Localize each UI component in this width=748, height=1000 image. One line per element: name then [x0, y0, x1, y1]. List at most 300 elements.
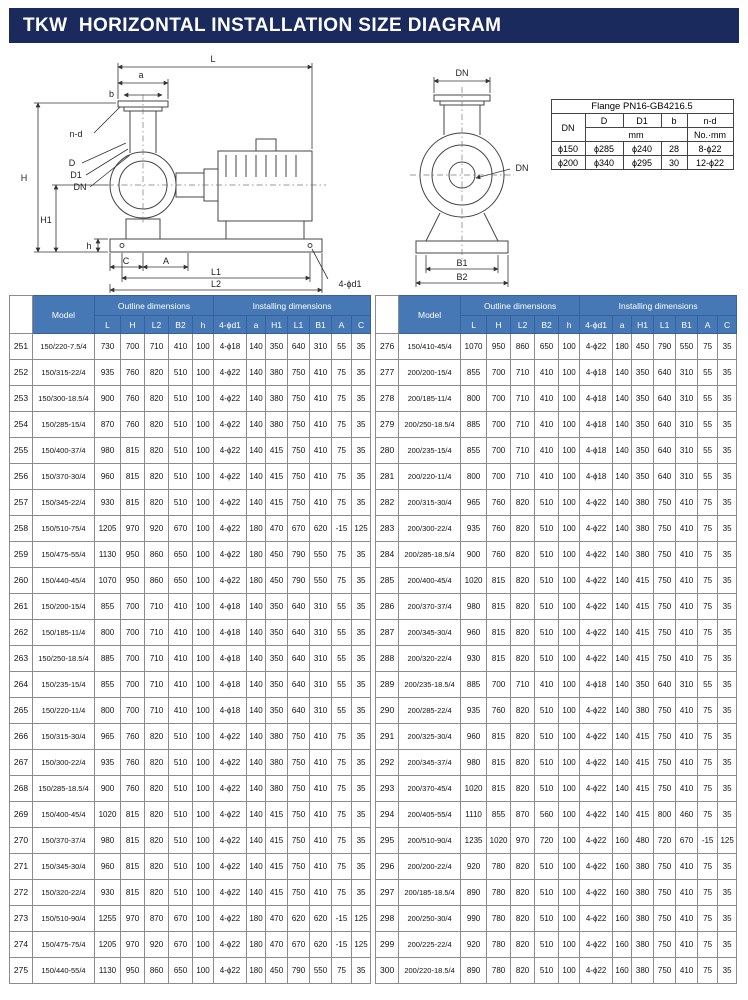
value-cell: 510 [535, 880, 559, 906]
value-cell: 410 [676, 776, 698, 802]
value-cell: 4-ϕ22 [214, 438, 247, 464]
value-cell: 410 [676, 750, 698, 776]
value-cell: 35 [718, 906, 737, 932]
value-cell: 415 [266, 464, 288, 490]
flange-cell: 28 [661, 142, 687, 156]
value-cell: 35 [352, 880, 371, 906]
value-cell: 965 [461, 490, 487, 516]
value-cell: 4-ϕ22 [580, 516, 613, 542]
value-cell: 820 [145, 750, 169, 776]
value-cell: 140 [247, 464, 266, 490]
row-number: 278 [376, 386, 399, 412]
value-cell: 100 [193, 802, 214, 828]
value-cell: 855 [95, 594, 121, 620]
value-cell: 35 [718, 490, 737, 516]
value-cell: 510 [169, 490, 193, 516]
row-number: 260 [10, 568, 33, 594]
dim-label-DN-side: DN [515, 163, 529, 173]
value-cell: 815 [121, 828, 145, 854]
value-cell: 4-ϕ22 [214, 958, 247, 984]
value-cell: 820 [145, 360, 169, 386]
model-cell: 150/370-30/4 [33, 464, 95, 490]
value-cell: 180 [247, 906, 266, 932]
value-cell: 710 [511, 386, 535, 412]
model-cell: 150/345-30/4 [33, 854, 95, 880]
value-cell: 75 [698, 724, 718, 750]
model-cell: 150/200-15/4 [33, 594, 95, 620]
value-cell: 510 [535, 568, 559, 594]
value-cell: 100 [559, 516, 580, 542]
value-cell: 650 [169, 542, 193, 568]
value-cell: 75 [698, 490, 718, 516]
value-cell: 35 [718, 620, 737, 646]
value-cell: 510 [535, 516, 559, 542]
value-cell: 140 [613, 724, 632, 750]
value-cell: 100 [193, 360, 214, 386]
table-row [10, 412, 371, 438]
value-cell: 4-ϕ22 [580, 776, 613, 802]
value-cell: 820 [511, 594, 535, 620]
value-cell: 710 [145, 594, 169, 620]
value-cell: 1235 [461, 828, 487, 854]
value-cell: 640 [654, 464, 676, 490]
value-cell: 75 [332, 464, 352, 490]
value-cell: 700 [487, 438, 511, 464]
value-cell: 815 [487, 724, 511, 750]
value-cell: 310 [676, 438, 698, 464]
flange-col-d1: D1 [623, 114, 661, 128]
value-cell: 55 [698, 412, 718, 438]
value-cell: 75 [698, 698, 718, 724]
dim-label-DN-top: DN [455, 68, 469, 78]
value-cell: 350 [266, 334, 288, 360]
value-cell: 4-ϕ22 [580, 542, 613, 568]
value-cell: 180 [247, 958, 266, 984]
value-cell: 35 [352, 464, 371, 490]
value-cell: 815 [121, 490, 145, 516]
model-cell: 200/235-15/4 [399, 438, 461, 464]
value-cell: 4-ϕ18 [214, 620, 247, 646]
value-cell: 4-ϕ18 [214, 594, 247, 620]
value-cell: 100 [559, 386, 580, 412]
value-cell: 140 [247, 672, 266, 698]
value-cell: 100 [559, 412, 580, 438]
value-cell: 4-ϕ22 [580, 594, 613, 620]
value-cell: 100 [559, 542, 580, 568]
value-cell: 750 [654, 906, 676, 932]
value-cell: 410 [310, 724, 332, 750]
value-cell: 410 [676, 490, 698, 516]
model-cell: 200/405-55/4 [399, 802, 461, 828]
value-cell: 650 [169, 568, 193, 594]
value-cell: 1130 [95, 958, 121, 984]
model-cell: 200/370-37/4 [399, 594, 461, 620]
value-cell: 620 [310, 906, 332, 932]
flange-cell: ϕ240 [623, 142, 661, 156]
row-number: 262 [10, 620, 33, 646]
value-cell: 100 [193, 958, 214, 984]
value-cell: 800 [95, 620, 121, 646]
table-row [376, 672, 737, 698]
value-cell: 100 [559, 594, 580, 620]
value-cell: 1070 [95, 568, 121, 594]
table-row [10, 438, 371, 464]
value-cell: 140 [247, 620, 266, 646]
flange-col-nd: n-d [687, 114, 733, 128]
table-row [376, 386, 737, 412]
model-cell: 150/345-22/4 [33, 490, 95, 516]
value-cell: 470 [266, 906, 288, 932]
model-cell: 200/200-22/4 [399, 854, 461, 880]
value-cell: 4-ϕ22 [214, 360, 247, 386]
value-cell: 750 [288, 490, 310, 516]
table-row [10, 802, 371, 828]
row-number: 288 [376, 646, 399, 672]
value-cell: 450 [266, 542, 288, 568]
row-number: 289 [376, 672, 399, 698]
value-cell: 855 [461, 360, 487, 386]
model-cell: 200/220-18.5/4 [399, 958, 461, 984]
outline-group-header: Outline dimensions [461, 296, 580, 316]
model-cell: 150/300-18.5/4 [33, 386, 95, 412]
model-cell: 150/475-55/4 [33, 542, 95, 568]
row-number: 287 [376, 620, 399, 646]
dim-label-DN: DN [73, 182, 87, 192]
value-cell: 410 [310, 880, 332, 906]
value-cell: 35 [718, 776, 737, 802]
value-cell: 125 [352, 906, 371, 932]
value-cell: 640 [288, 334, 310, 360]
col-header-a: a [247, 316, 266, 334]
value-cell: 100 [559, 932, 580, 958]
model-cell: 200/345-30/4 [399, 620, 461, 646]
value-cell: 510 [169, 464, 193, 490]
value-cell: 4-ϕ22 [214, 542, 247, 568]
value-cell: 140 [247, 490, 266, 516]
value-cell: 310 [310, 620, 332, 646]
col-header-L2: L2 [145, 316, 169, 334]
value-cell: 855 [487, 802, 511, 828]
row-number: 267 [10, 750, 33, 776]
row-number: 259 [10, 542, 33, 568]
flange-unit-mm: mm [585, 128, 687, 142]
row-number: 294 [376, 802, 399, 828]
value-cell: 4-ϕ22 [214, 880, 247, 906]
value-cell: 760 [487, 516, 511, 542]
row-number: 254 [10, 412, 33, 438]
value-cell: 935 [95, 750, 121, 776]
value-cell: 55 [332, 672, 352, 698]
model-cell: 200/200-15/4 [399, 360, 461, 386]
value-cell: 750 [288, 880, 310, 906]
value-cell: 510 [169, 360, 193, 386]
value-cell: 310 [676, 360, 698, 386]
table-row [10, 932, 371, 958]
value-cell: 100 [559, 958, 580, 984]
model-cell: 200/250-18.5/4 [399, 412, 461, 438]
value-cell: 35 [352, 490, 371, 516]
col-header-h: h [559, 316, 580, 334]
value-cell: 35 [352, 620, 371, 646]
value-cell: 960 [461, 620, 487, 646]
flange-unit-no-mm: No.·mm [687, 128, 733, 142]
value-cell: 140 [613, 620, 632, 646]
value-cell: 75 [332, 880, 352, 906]
value-cell: 750 [288, 854, 310, 880]
value-cell: 640 [654, 672, 676, 698]
row-number: 284 [376, 542, 399, 568]
col-header-a: a [613, 316, 632, 334]
model-cell: 200/225-22/4 [399, 932, 461, 958]
value-cell: 650 [169, 958, 193, 984]
value-cell: 510 [535, 724, 559, 750]
value-cell: 35 [352, 646, 371, 672]
row-number: 298 [376, 906, 399, 932]
value-cell: 990 [461, 906, 487, 932]
dim-label-B1: B1 [456, 258, 468, 268]
value-cell: 820 [145, 490, 169, 516]
row-number: 270 [10, 828, 33, 854]
diagram-section [10, 47, 738, 293]
value-cell: 4-ϕ22 [214, 464, 247, 490]
value-cell: 410 [676, 932, 698, 958]
value-cell: 410 [535, 412, 559, 438]
value-cell: 415 [266, 438, 288, 464]
row-number: 282 [376, 490, 399, 516]
value-cell: 415 [632, 620, 654, 646]
flange-table-title: Flange PN16-GB4216.5 [551, 100, 733, 114]
table-row [10, 386, 371, 412]
value-cell: 75 [332, 386, 352, 412]
row-number: 266 [10, 724, 33, 750]
value-cell: 125 [352, 932, 371, 958]
value-cell: 750 [654, 594, 676, 620]
value-cell: 750 [654, 542, 676, 568]
value-cell: 640 [288, 672, 310, 698]
value-cell: 410 [676, 880, 698, 906]
value-cell: 750 [288, 386, 310, 412]
dim-label-n-d: n-d [69, 129, 83, 139]
model-cell: 150/410-45/4 [399, 334, 461, 360]
base-plate [110, 239, 322, 252]
value-cell: 4-ϕ22 [580, 906, 613, 932]
value-cell: 890 [461, 880, 487, 906]
value-cell: 750 [654, 490, 676, 516]
value-cell: 380 [266, 724, 288, 750]
value-cell: 350 [632, 412, 654, 438]
value-cell: 750 [654, 854, 676, 880]
value-cell: 380 [632, 698, 654, 724]
value-cell: 4-ϕ22 [214, 412, 247, 438]
value-cell: 35 [352, 542, 371, 568]
value-cell: 510 [169, 880, 193, 906]
row-number: 264 [10, 672, 33, 698]
value-cell: 4-ϕ18 [214, 646, 247, 672]
table-row [10, 776, 371, 802]
value-cell: 700 [487, 672, 511, 698]
value-cell: 100 [193, 438, 214, 464]
value-cell: 815 [121, 854, 145, 880]
value-cell: 4-ϕ18 [580, 412, 613, 438]
value-cell: 140 [247, 594, 266, 620]
col-header-B1: B1 [310, 316, 332, 334]
value-cell: 780 [487, 906, 511, 932]
table-row [376, 750, 737, 776]
value-cell: 730 [95, 334, 121, 360]
value-cell: 35 [352, 568, 371, 594]
value-cell: 815 [121, 464, 145, 490]
value-cell: 55 [698, 386, 718, 412]
value-cell: 1020 [461, 568, 487, 594]
value-cell: 710 [511, 412, 535, 438]
value-cell: 820 [511, 854, 535, 880]
dim-label-a: a [138, 70, 144, 80]
value-cell: 510 [535, 490, 559, 516]
value-cell: 890 [461, 958, 487, 984]
value-cell: 180 [613, 334, 632, 360]
value-cell: 100 [193, 568, 214, 594]
value-cell: 510 [535, 750, 559, 776]
value-cell: 100 [193, 516, 214, 542]
col-header-C: C [352, 316, 371, 334]
value-cell: 800 [461, 464, 487, 490]
model-cell: 150/285-15/4 [33, 412, 95, 438]
model-cell: 150/315-30/4 [33, 724, 95, 750]
value-cell: 4-ϕ22 [214, 568, 247, 594]
value-cell: 820 [145, 802, 169, 828]
row-number: 299 [376, 932, 399, 958]
value-cell: 410 [676, 516, 698, 542]
model-cell: 150/315-22/4 [33, 360, 95, 386]
value-cell: 4-ϕ22 [580, 750, 613, 776]
value-cell: 950 [121, 568, 145, 594]
value-cell: 35 [352, 334, 371, 360]
value-cell: 750 [654, 568, 676, 594]
value-cell: 640 [288, 698, 310, 724]
value-cell: 35 [352, 438, 371, 464]
value-cell: 620 [288, 906, 310, 932]
value-cell: 180 [247, 932, 266, 958]
value-cell: 780 [487, 880, 511, 906]
value-cell: 410 [535, 360, 559, 386]
value-cell: 410 [676, 646, 698, 672]
value-cell: 310 [676, 464, 698, 490]
value-cell: 75 [698, 516, 718, 542]
value-cell: 100 [559, 360, 580, 386]
value-cell: 560 [535, 802, 559, 828]
value-cell: 510 [169, 724, 193, 750]
row-number: 252 [10, 360, 33, 386]
value-cell: 450 [266, 958, 288, 984]
value-cell: 750 [288, 802, 310, 828]
model-cell: 150/370-37/4 [33, 828, 95, 854]
value-cell: 820 [145, 724, 169, 750]
value-cell: 750 [654, 932, 676, 958]
table-row [376, 906, 737, 932]
value-cell: 350 [266, 698, 288, 724]
row-number: 276 [376, 334, 399, 360]
value-cell: 55 [332, 334, 352, 360]
value-cell: 350 [632, 464, 654, 490]
value-cell: 380 [632, 516, 654, 542]
value-cell: 35 [352, 672, 371, 698]
value-cell: 35 [718, 464, 737, 490]
col-header-C: C [718, 316, 737, 334]
value-cell: 410 [676, 958, 698, 984]
value-cell: 510 [535, 776, 559, 802]
value-cell: 750 [288, 724, 310, 750]
value-cell: 820 [511, 542, 535, 568]
model-cell: 200/320-22/4 [399, 646, 461, 672]
value-cell: 410 [676, 854, 698, 880]
table-row [376, 698, 737, 724]
value-cell: 800 [461, 386, 487, 412]
value-cell: 140 [247, 646, 266, 672]
row-number: 269 [10, 802, 33, 828]
value-cell: 35 [718, 958, 737, 984]
value-cell: 140 [247, 854, 266, 880]
value-cell: 310 [310, 646, 332, 672]
value-cell: 35 [718, 386, 737, 412]
value-cell: 710 [145, 646, 169, 672]
value-cell: 760 [121, 360, 145, 386]
value-cell: 75 [698, 542, 718, 568]
value-cell: 350 [632, 360, 654, 386]
flange-cell: ϕ285 [585, 142, 623, 156]
value-cell: 410 [169, 672, 193, 698]
value-cell: 820 [511, 646, 535, 672]
model-cell: 150/510-90/4 [33, 906, 95, 932]
value-cell: 75 [698, 646, 718, 672]
value-cell: 4-ϕ18 [580, 360, 613, 386]
dim-label-L: L [210, 54, 216, 64]
value-cell: 4-ϕ22 [580, 932, 613, 958]
value-cell: 470 [266, 516, 288, 542]
table-row [376, 724, 737, 750]
value-cell: 380 [266, 360, 288, 386]
value-cell: 75 [332, 490, 352, 516]
value-cell: 820 [511, 776, 535, 802]
value-cell: 860 [145, 568, 169, 594]
table-row [376, 594, 737, 620]
value-cell: 100 [193, 724, 214, 750]
value-cell: 960 [95, 854, 121, 880]
value-cell: 4-ϕ18 [580, 386, 613, 412]
value-cell: 720 [535, 828, 559, 854]
value-cell: 35 [718, 646, 737, 672]
dim-label-B2: B2 [456, 272, 468, 282]
value-cell: 620 [310, 516, 332, 542]
value-cell: 820 [511, 620, 535, 646]
value-cell: -15 [698, 828, 718, 854]
value-cell: 410 [169, 620, 193, 646]
model-cell: 200/235-18.5/4 [399, 672, 461, 698]
value-cell: 710 [511, 464, 535, 490]
value-cell: 410 [676, 906, 698, 932]
value-cell: 75 [332, 724, 352, 750]
flange-table-area [546, 47, 738, 293]
value-cell: 855 [461, 438, 487, 464]
flange-cell: ϕ340 [585, 156, 623, 170]
value-cell: 75 [332, 750, 352, 776]
value-cell: 710 [145, 334, 169, 360]
row-number: 271 [10, 854, 33, 880]
value-cell: 790 [288, 568, 310, 594]
spec-table-right [375, 295, 737, 984]
value-cell: 35 [718, 672, 737, 698]
value-cell: 180 [247, 568, 266, 594]
value-cell: -15 [332, 516, 352, 542]
